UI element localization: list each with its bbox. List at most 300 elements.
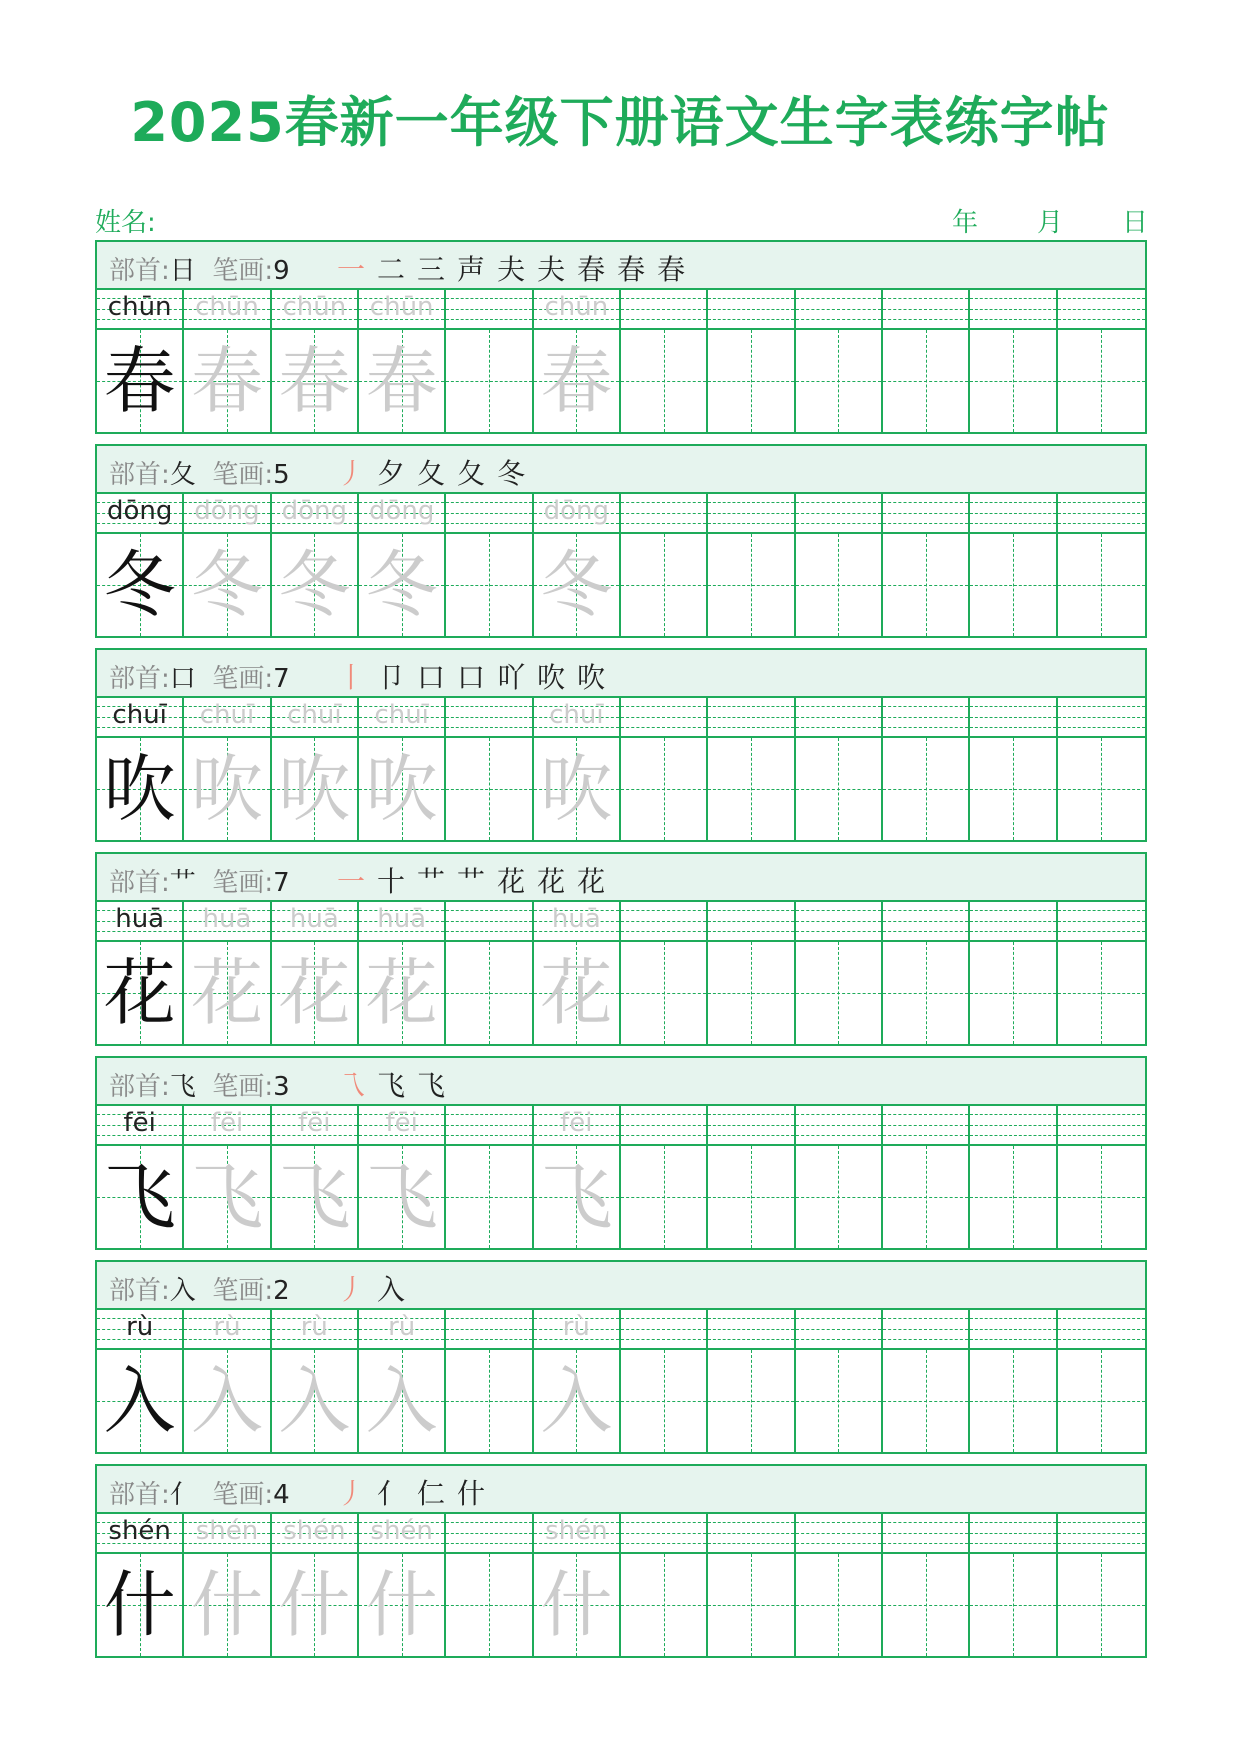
stroke-count-value: 5: [273, 460, 290, 490]
grid-cell[interactable]: [534, 1512, 621, 1656]
hanzi-box: [796, 1554, 881, 1656]
grid-cell[interactable]: [446, 696, 533, 840]
pinyin-box: [796, 696, 881, 738]
pinyin-box: [446, 696, 531, 738]
pinyin-box: [883, 696, 968, 738]
grid-cell[interactable]: [796, 696, 883, 840]
grid-cell[interactable]: [970, 1104, 1057, 1248]
pinyin-trace: rù: [562, 1312, 590, 1342]
stroke-step: 夫: [537, 253, 566, 286]
pinyin-box: [359, 1512, 444, 1554]
hanzi-box: [708, 1350, 793, 1452]
trace-character: 吹: [540, 747, 613, 831]
grid-cell[interactable]: [970, 900, 1057, 1044]
grid-cell[interactable]: [446, 288, 533, 432]
pinyin-box: [272, 696, 357, 738]
pinyin-box: [446, 1512, 531, 1554]
hanzi-box: [970, 1146, 1055, 1248]
pinyin-box: [970, 1104, 1055, 1146]
grid-cell[interactable]: [883, 900, 970, 1044]
stroke-step: 吹: [577, 661, 606, 694]
grid-cell[interactable]: [446, 1308, 533, 1452]
grid-cell[interactable]: [534, 492, 621, 636]
pinyin-box: [272, 1308, 357, 1350]
stroke-step: 丨: [337, 661, 366, 694]
hanzi-box: [446, 1554, 531, 1656]
grid-cell[interactable]: [708, 900, 795, 1044]
stroke-step: 飞: [417, 1069, 446, 1102]
grid-cell[interactable]: [708, 288, 795, 432]
hanzi-box: [621, 942, 706, 1044]
hanzi-box: [97, 1554, 182, 1656]
grid-cell[interactable]: [883, 1104, 970, 1248]
pinyin-text: chūn: [107, 292, 172, 322]
writing-grid: [97, 1308, 1145, 1452]
char-header: [97, 446, 1145, 494]
trace-character: 飞: [278, 1155, 351, 1239]
grid-cell[interactable]: [272, 288, 359, 432]
hanzi-box: [272, 1350, 357, 1452]
pinyin-trace: shén: [370, 1516, 433, 1546]
char-info: [109, 1270, 290, 1307]
stroke-step: 口: [417, 661, 446, 694]
pinyin-box: [883, 900, 968, 942]
hanzi-box: [97, 330, 182, 432]
hanzi-box: [184, 534, 269, 636]
grid-cell[interactable]: [184, 900, 271, 1044]
hanzi-box: [621, 738, 706, 840]
pinyin-box: [446, 288, 531, 330]
pinyin-box: [97, 1512, 182, 1554]
stroke-count-value: 7: [273, 868, 290, 898]
stroke-count-label: 笔画:: [212, 460, 274, 490]
pinyin-box: [534, 288, 619, 330]
hanzi-box: [446, 1146, 531, 1248]
pinyin-box: [621, 900, 706, 942]
grid-cell[interactable]: [621, 1308, 708, 1452]
grid-cell[interactable]: [621, 1104, 708, 1248]
pinyin-box: [359, 492, 444, 534]
grid-cell[interactable]: [184, 696, 271, 840]
grid-cell[interactable]: [621, 900, 708, 1044]
grid-cell[interactable]: [359, 1512, 446, 1656]
hanzi-box: [446, 330, 531, 432]
radical-value: 飞: [169, 1072, 196, 1102]
pinyin-text: fēi: [123, 1108, 156, 1138]
stroke-step: 艹: [417, 865, 446, 898]
grid-cell[interactable]: [184, 1104, 271, 1248]
grid-cell[interactable]: [272, 696, 359, 840]
char-block-1: [95, 444, 1147, 638]
pinyin-box: [621, 288, 706, 330]
grid-cell[interactable]: [883, 288, 970, 432]
pinyin-trace: chūn: [195, 292, 259, 322]
hanzi-box: [359, 1146, 444, 1248]
stroke-step: 口: [457, 661, 486, 694]
grid-cell[interactable]: [883, 1512, 970, 1656]
hanzi-box: [796, 942, 881, 1044]
hanzi-box: [708, 1554, 793, 1656]
pinyin-box: [708, 288, 793, 330]
grid-cell[interactable]: [621, 288, 708, 432]
trace-character: 冬: [365, 543, 438, 627]
hanzi-box: [97, 738, 182, 840]
grid-cell[interactable]: [970, 696, 1057, 840]
stroke-step: 夂: [457, 457, 486, 490]
grid-cell[interactable]: [883, 1308, 970, 1452]
hanzi-box: [883, 1554, 968, 1656]
pinyin-box: [272, 288, 357, 330]
grid-cell[interactable]: [621, 1512, 708, 1656]
grid-cell[interactable]: [796, 1512, 883, 1656]
pinyin-box: [1058, 900, 1145, 942]
grid-cell[interactable]: [1058, 492, 1145, 636]
pinyin-box: [1058, 1104, 1145, 1146]
grid-cell[interactable]: [184, 492, 271, 636]
pinyin-trace: shén: [283, 1516, 346, 1546]
day-label: 日: [1122, 208, 1149, 238]
pinyin-box: [359, 288, 444, 330]
pinyin-box: [534, 1512, 619, 1554]
grid-cell[interactable]: [534, 900, 621, 1044]
grid-cell[interactable]: [446, 900, 533, 1044]
pinyin-box: [184, 492, 269, 534]
hanzi-box: [534, 1554, 619, 1656]
stroke-count-value: 9: [273, 256, 290, 286]
writing-grid: [97, 696, 1145, 840]
pinyin-box: [883, 492, 968, 534]
trace-character: 入: [190, 1359, 263, 1443]
trace-character: 入: [365, 1359, 438, 1443]
grid-cell[interactable]: [796, 288, 883, 432]
trace-character: 春: [540, 339, 613, 423]
grid-cell[interactable]: [97, 696, 184, 840]
pinyin-trace: dōng: [281, 496, 348, 526]
char-block-5: [95, 1260, 1147, 1454]
pinyin-box: [1058, 1308, 1145, 1350]
char-info: [109, 454, 290, 491]
grid-cell[interactable]: [272, 1104, 359, 1248]
hanzi-box: [883, 534, 968, 636]
pinyin-box: [184, 696, 269, 738]
stroke-step: 丿: [337, 1273, 366, 1306]
pinyin-box: [883, 1104, 968, 1146]
radical-value: 日: [169, 256, 196, 286]
hanzi-box: [970, 330, 1055, 432]
trace-character: 吹: [278, 747, 351, 831]
stroke-step: 二: [377, 253, 406, 286]
pinyin-box: [184, 1512, 269, 1554]
stroke-step: 什: [457, 1477, 486, 1510]
grid-cell[interactable]: [970, 288, 1057, 432]
grid-cell[interactable]: [359, 492, 446, 636]
grid-cell[interactable]: [446, 1512, 533, 1656]
stroke-count-value: 4: [273, 1480, 290, 1510]
radical-value: 艹: [169, 868, 196, 898]
pinyin-box: [883, 288, 968, 330]
trace-character: 冬: [278, 543, 351, 627]
trace-character: 花: [278, 951, 351, 1035]
grid-cell[interactable]: [621, 492, 708, 636]
pinyin-trace: rù: [300, 1312, 328, 1342]
hanzi-box: [534, 330, 619, 432]
stroke-step: 卩: [377, 661, 406, 694]
stroke-step: 丿: [337, 1477, 366, 1510]
grid-cell[interactable]: [1058, 288, 1145, 432]
pinyin-box: [446, 1104, 531, 1146]
pinyin-trace: dōng: [543, 496, 610, 526]
radical-label: 部首:: [109, 1480, 170, 1510]
writing-grid: [97, 1104, 1145, 1248]
grid-cell[interactable]: [534, 288, 621, 432]
grid-cell[interactable]: [796, 900, 883, 1044]
grid-cell[interactable]: [359, 1308, 446, 1452]
stroke-order: [337, 1064, 457, 1104]
pinyin-trace: chuī: [549, 700, 604, 730]
grid-cell[interactable]: [796, 1104, 883, 1248]
pinyin-box: [534, 900, 619, 942]
char-info: [109, 250, 290, 287]
hanzi-box: [1058, 942, 1145, 1044]
trace-character: 什: [540, 1563, 613, 1647]
model-character: 花: [103, 951, 176, 1035]
hanzi-box: [621, 1146, 706, 1248]
stroke-step: 一: [337, 253, 366, 286]
page-title: 2025春新一年级下册语文生字表练字帖: [130, 91, 1110, 154]
grid-cell[interactable]: [272, 900, 359, 1044]
hanzi-box: [272, 1146, 357, 1248]
pinyin-trace: chuī: [287, 700, 342, 730]
grid-cell[interactable]: [534, 1308, 621, 1452]
trace-character: 什: [190, 1563, 263, 1647]
writing-grid: [97, 492, 1145, 636]
stroke-step: 吹: [537, 661, 566, 694]
grid-cell[interactable]: [97, 900, 184, 1044]
hanzi-box: [1058, 1554, 1145, 1656]
grid-cell[interactable]: [621, 696, 708, 840]
grid-cell[interactable]: [970, 492, 1057, 636]
pinyin-trace: rù: [213, 1312, 241, 1342]
hanzi-box: [883, 1146, 968, 1248]
hanzi-box: [97, 1350, 182, 1452]
hanzi-box: [1058, 1350, 1145, 1452]
grid-cell[interactable]: [1058, 1512, 1145, 1656]
trace-character: 吹: [190, 747, 263, 831]
pinyin-box: [272, 900, 357, 942]
writing-grid: [97, 1512, 1145, 1656]
pinyin-trace: fēi: [385, 1108, 418, 1138]
name-label: 姓名:: [95, 208, 156, 238]
trace-character: 春: [190, 339, 263, 423]
hanzi-box: [359, 330, 444, 432]
char-block-2: [95, 648, 1147, 842]
trace-character: 飞: [365, 1155, 438, 1239]
trace-character: 飞: [540, 1155, 613, 1239]
pinyin-box: [796, 1512, 881, 1554]
stroke-count-value: 3: [273, 1072, 290, 1102]
hanzi-box: [446, 1350, 531, 1452]
trace-character: 冬: [540, 543, 613, 627]
char-info: [109, 862, 290, 899]
grid-cell[interactable]: [359, 1104, 446, 1248]
hanzi-box: [796, 1146, 881, 1248]
stroke-step: 春: [617, 253, 646, 286]
pinyin-box: [97, 1104, 182, 1146]
trace-character: 什: [278, 1563, 351, 1647]
stroke-step: 十: [377, 865, 406, 898]
grid-cell[interactable]: [359, 900, 446, 1044]
pinyin-box: [1058, 696, 1145, 738]
hanzi-box: [359, 942, 444, 1044]
char-header: [97, 854, 1145, 902]
writing-grid: [97, 288, 1145, 432]
hanzi-box: [446, 738, 531, 840]
pinyin-box: [708, 1512, 793, 1554]
radical-label: 部首:: [109, 664, 170, 694]
hanzi-box: [621, 330, 706, 432]
trace-character: 春: [278, 339, 351, 423]
grid-cell[interactable]: [534, 696, 621, 840]
char-block-0: [95, 240, 1147, 434]
grid-cell[interactable]: [97, 1104, 184, 1248]
radical-value: 亻: [169, 1480, 196, 1510]
stroke-step: 乁: [337, 1069, 366, 1102]
stroke-step: 夫: [497, 253, 526, 286]
grid-cell[interactable]: [272, 1308, 359, 1452]
year-label: 年: [952, 208, 979, 238]
grid-cell[interactable]: [1058, 696, 1145, 840]
char-header: [97, 1262, 1145, 1310]
stroke-step: 春: [657, 253, 686, 286]
hanzi-box: [970, 1554, 1055, 1656]
char-block-6: [95, 1464, 1147, 1658]
name-date-row: [95, 202, 1147, 238]
pinyin-box: [359, 1308, 444, 1350]
grid-cell[interactable]: [272, 492, 359, 636]
hanzi-box: [621, 1350, 706, 1452]
grid-cell[interactable]: [97, 288, 184, 432]
grid-cell[interactable]: [708, 1512, 795, 1656]
grid-cell[interactable]: [359, 696, 446, 840]
hanzi-box: [796, 738, 881, 840]
pinyin-trace: huā: [202, 904, 252, 934]
stroke-count-label: 笔画:: [212, 1480, 274, 1510]
pinyin-box: [970, 1512, 1055, 1554]
hanzi-box: [272, 1554, 357, 1656]
trace-character: 花: [190, 951, 263, 1035]
hanzi-box: [534, 1146, 619, 1248]
grid-cell[interactable]: [708, 696, 795, 840]
hanzi-box: [446, 942, 531, 1044]
hanzi-box: [272, 738, 357, 840]
grid-cell[interactable]: [272, 1512, 359, 1656]
grid-cell[interactable]: [796, 1308, 883, 1452]
model-character: 什: [103, 1563, 176, 1647]
grid-cell[interactable]: [446, 1104, 533, 1248]
grid-cell[interactable]: [883, 492, 970, 636]
hanzi-box: [1058, 1146, 1145, 1248]
pinyin-box: [534, 1104, 619, 1146]
hanzi-box: [97, 534, 182, 636]
stroke-order: [337, 860, 617, 900]
hanzi-box: [621, 1554, 706, 1656]
grid-cell[interactable]: [970, 1308, 1057, 1452]
grid-cell[interactable]: [1058, 1104, 1145, 1248]
pinyin-trace: fēi: [560, 1108, 593, 1138]
grid-cell[interactable]: [97, 492, 184, 636]
trace-character: 入: [278, 1359, 351, 1443]
hanzi-box: [97, 942, 182, 1044]
stroke-order: [337, 656, 617, 696]
trace-character: 花: [365, 951, 438, 1035]
hanzi-box: [534, 942, 619, 1044]
grid-cell[interactable]: [534, 1104, 621, 1248]
grid-cell[interactable]: [708, 1308, 795, 1452]
grid-cell[interactable]: [1058, 1308, 1145, 1452]
pinyin-trace: huā: [377, 904, 427, 934]
grid-cell[interactable]: [97, 1512, 184, 1656]
model-character: 春: [103, 339, 176, 423]
hanzi-box: [970, 942, 1055, 1044]
hanzi-box: [1058, 738, 1145, 840]
pinyin-box: [272, 492, 357, 534]
grid-cell[interactable]: [184, 288, 271, 432]
pinyin-trace: chūn: [544, 292, 609, 322]
grid-cell[interactable]: [796, 492, 883, 636]
pinyin-box: [708, 696, 793, 738]
grid-cell[interactable]: [708, 492, 795, 636]
stroke-step: 入: [377, 1273, 406, 1306]
pinyin-box: [883, 1308, 968, 1350]
grid-cell[interactable]: [708, 1104, 795, 1248]
pinyin-box: [796, 1308, 881, 1350]
char-info: [109, 1066, 290, 1103]
hanzi-box: [1058, 534, 1145, 636]
char-block-4: [95, 1056, 1147, 1250]
hanzi-box: [796, 1350, 881, 1452]
grid-cell[interactable]: [970, 1512, 1057, 1656]
hanzi-box: [534, 534, 619, 636]
hanzi-box: [359, 1554, 444, 1656]
stroke-count-label: 笔画:: [212, 868, 274, 898]
radical-label: 部首:: [109, 868, 170, 898]
pinyin-box: [1058, 288, 1145, 330]
stroke-step: 夕: [377, 457, 406, 490]
grid-cell[interactable]: [883, 696, 970, 840]
grid-cell[interactable]: [446, 492, 533, 636]
pinyin-box: [796, 492, 881, 534]
grid-cell[interactable]: [184, 1512, 271, 1656]
char-header: [97, 650, 1145, 698]
hanzi-box: [708, 330, 793, 432]
stroke-step: 夂: [417, 457, 446, 490]
grid-cell[interactable]: [184, 1308, 271, 1452]
hanzi-box: [272, 942, 357, 1044]
grid-cell[interactable]: [1058, 900, 1145, 1044]
pinyin-box: [272, 1512, 357, 1554]
grid-cell[interactable]: [359, 288, 446, 432]
hanzi-box: [534, 738, 619, 840]
stroke-step: 三: [417, 253, 446, 286]
grid-cell[interactable]: [97, 1308, 184, 1452]
hanzi-box: [272, 534, 357, 636]
hanzi-box: [708, 534, 793, 636]
pinyin-trace: dōng: [194, 496, 260, 526]
pinyin-box: [184, 900, 269, 942]
pinyin-box: [796, 1104, 881, 1146]
pinyin-box: [970, 1308, 1055, 1350]
pinyin-box: [1058, 1512, 1145, 1554]
